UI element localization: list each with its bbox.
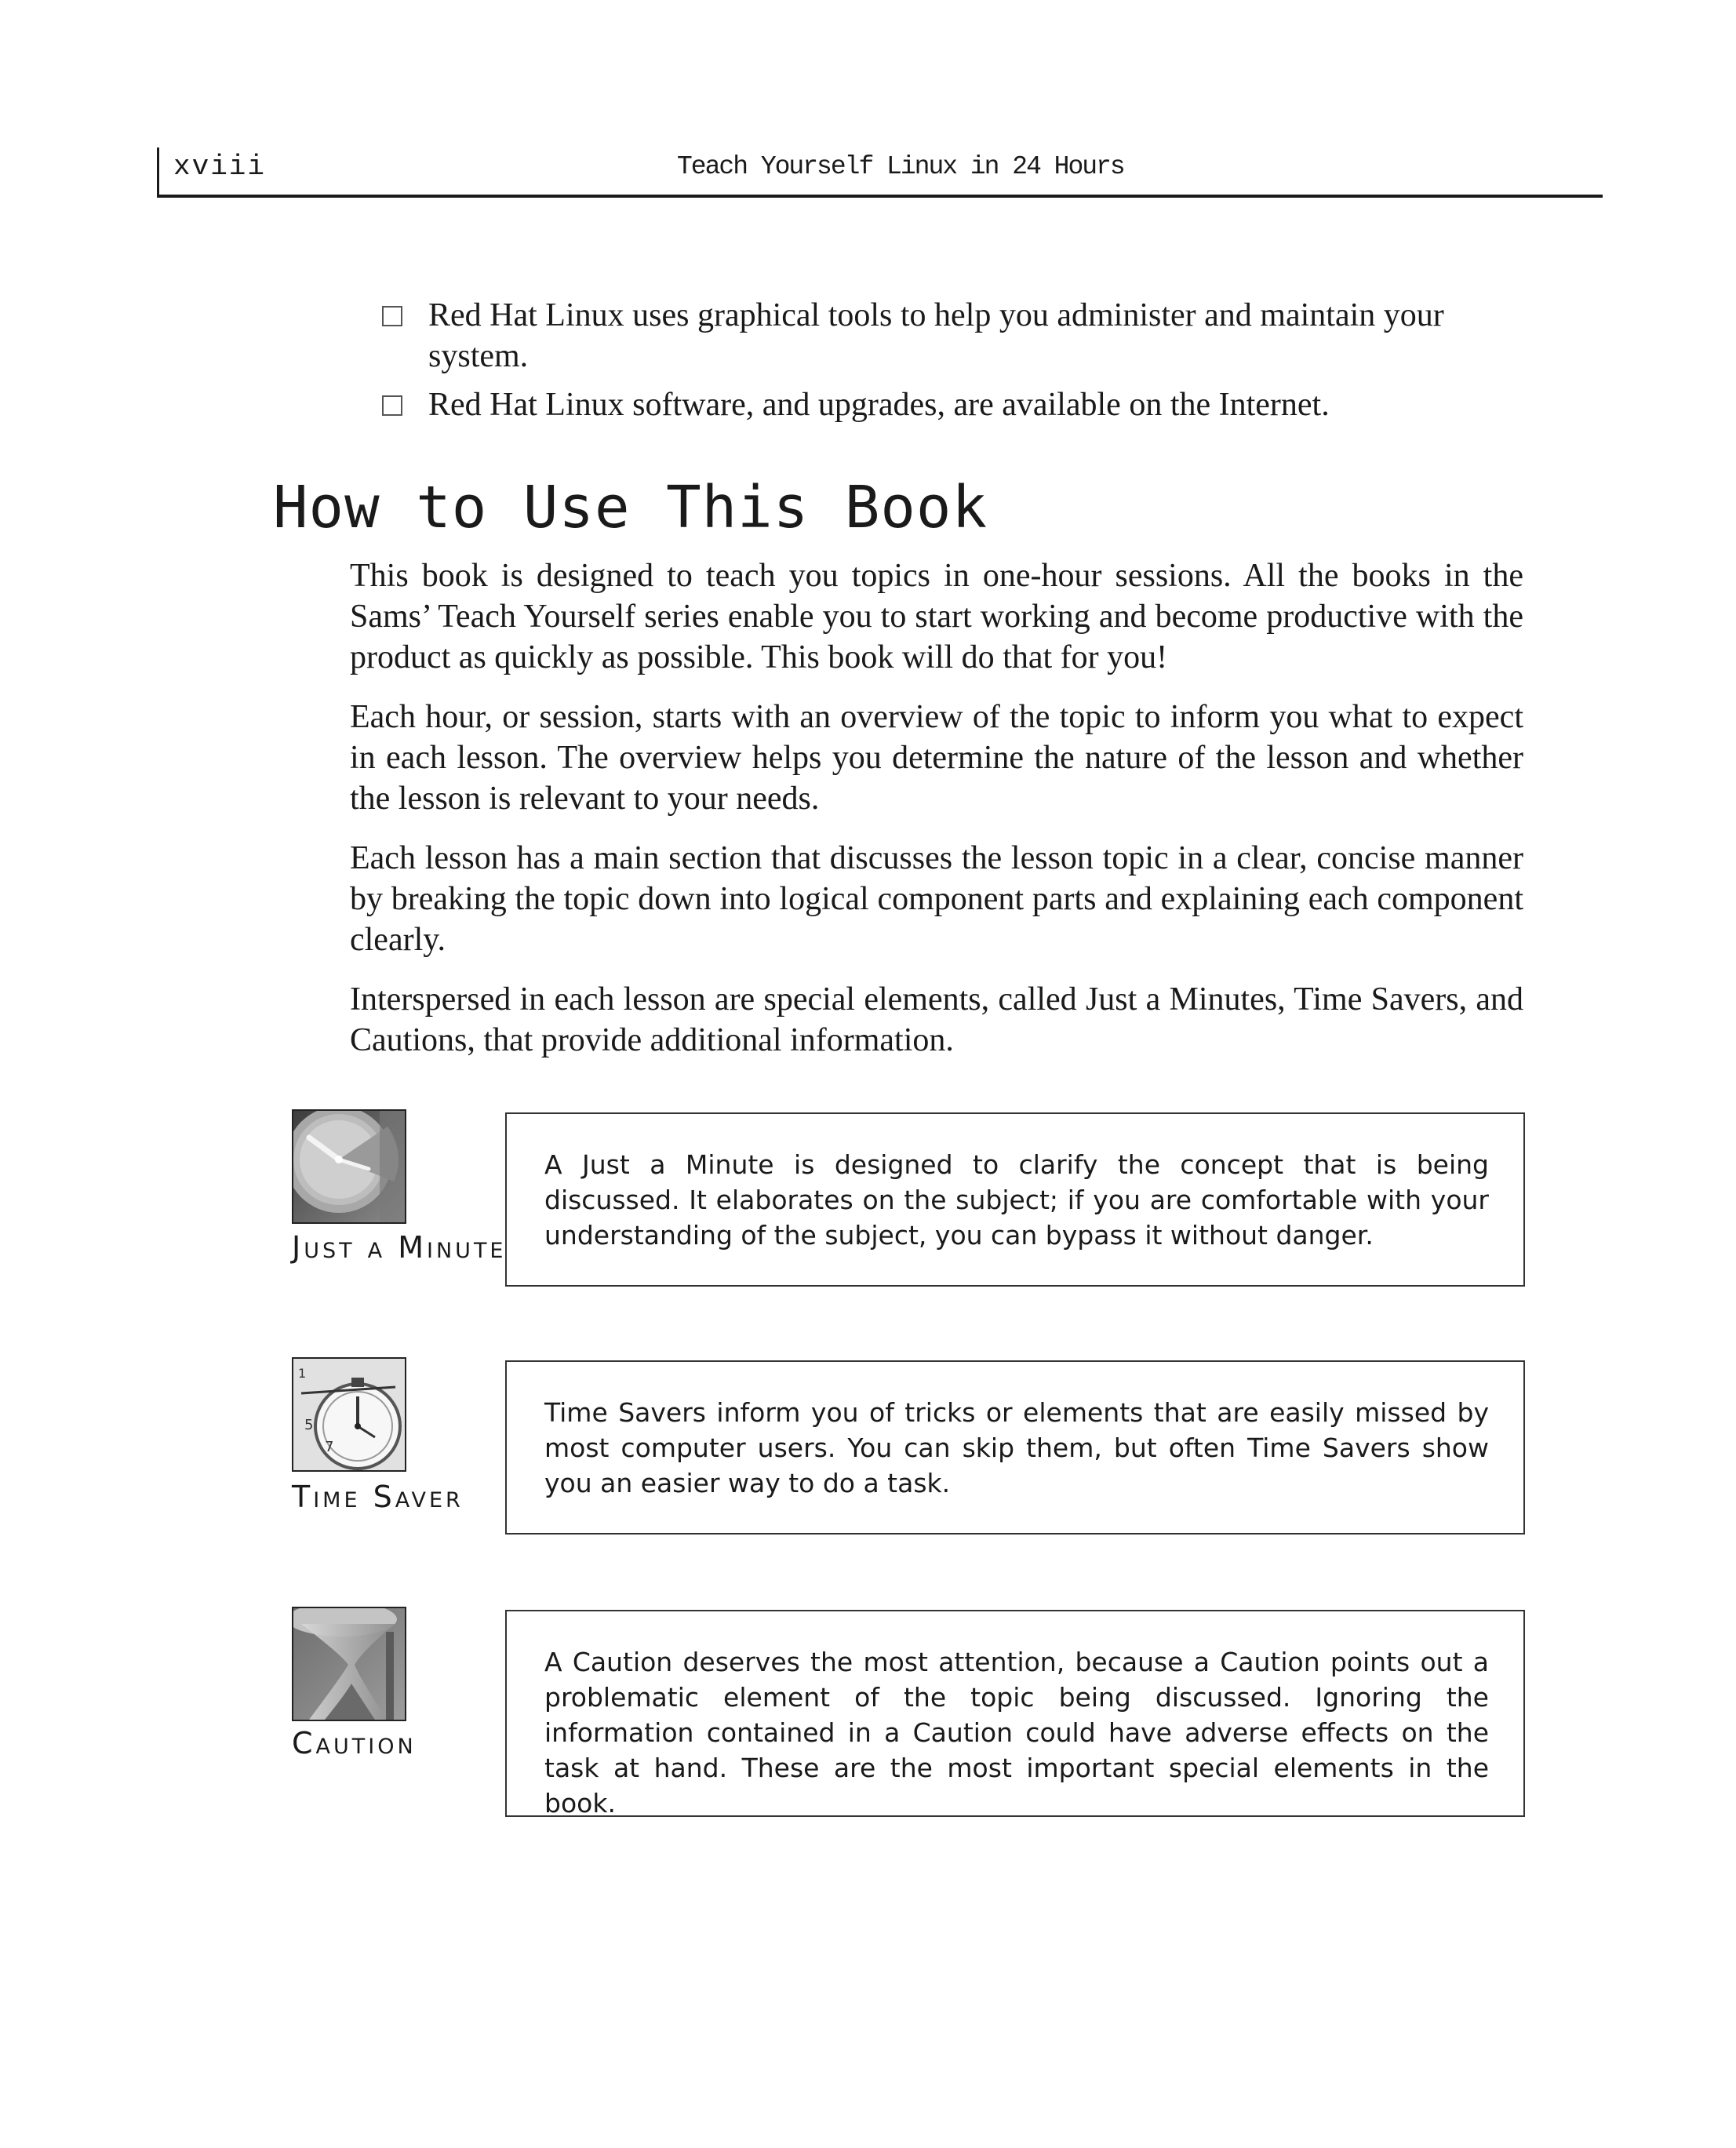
- list-item-text: Red Hat Linux uses graphical tools to help you administer and maintain your system.: [428, 297, 1444, 374]
- section-heading: How to Use This Book: [273, 474, 988, 541]
- checkbox-bullet-icon: [382, 395, 402, 416]
- paragraph: Interspersed in each lesson are special elements, called Just a Minutes, Time Savers, and Cautions, that provide additional information.: [350, 981, 1523, 1058]
- clock-icon: [292, 1109, 406, 1224]
- callout-box: [505, 1360, 1525, 1535]
- callout-label: Just a Minute: [292, 1230, 507, 1265]
- callout-text: Time Savers inform you of tricks or elements that are easily missed by most computer users. You can skip them, but often Time Savers show you an easier way to do a task.: [544, 1397, 1489, 1498]
- callout-text: A Caution deserves the most attention, because a Caution points out a problematic element of the topic being discussed. Ignoring the information contained in a Caution could have adverse effects on the task at hand. These are the most important special elements in the book.: [544, 1647, 1489, 1819]
- paragraph: Each hour, or session, starts with an overview of the topic to inform you what to expect in each lesson. The overview helps you determine the nature of the lesson and whether the lesson is relevant to your needs.: [350, 699, 1523, 817]
- paragraph: This book is designed to teach you topics in one-hour sessions. All the books in the Sams’ Teach Yourself series enable you to start working and become productive with the product as quickly as possible. This book will do that for you!: [350, 558, 1523, 675]
- body-text: [350, 555, 1523, 1079]
- running-header: [157, 147, 1603, 198]
- svg-text:1: 1: [298, 1366, 307, 1381]
- bullet-list: [377, 295, 1530, 433]
- book-title: Teach Yourself Linux in 24 Hours: [677, 152, 1124, 181]
- list-item-text: Red Hat Linux software, and upgrades, are available on the Internet.: [428, 387, 1330, 423]
- callout-box: [505, 1610, 1525, 1817]
- svg-text:5: 5: [304, 1417, 314, 1433]
- paragraph: Each lesson has a main section that discusses the lesson topic in a clear, concise manner by breaking the topic down into logical component parts and explaining each component clearly.: [350, 840, 1523, 958]
- hourglass-icon: [292, 1607, 406, 1721]
- list-item: [377, 384, 1530, 425]
- checkbox-bullet-icon: [382, 306, 402, 326]
- svg-text:7: 7: [325, 1439, 334, 1455]
- list-item: [377, 295, 1530, 377]
- callout-text: A Just a Minute is designed to clarify the concept that is being discussed. It elaborates on the subject; if you are comfortable with your understanding of the subject, you can bypass it without danger.: [544, 1149, 1489, 1251]
- stopwatch-icon: [292, 1357, 406, 1472]
- callout-label: Time Saver: [292, 1480, 464, 1514]
- page-number: xviii: [173, 151, 267, 183]
- callout-label: Caution: [292, 1726, 417, 1760]
- callout-box: [505, 1112, 1525, 1287]
